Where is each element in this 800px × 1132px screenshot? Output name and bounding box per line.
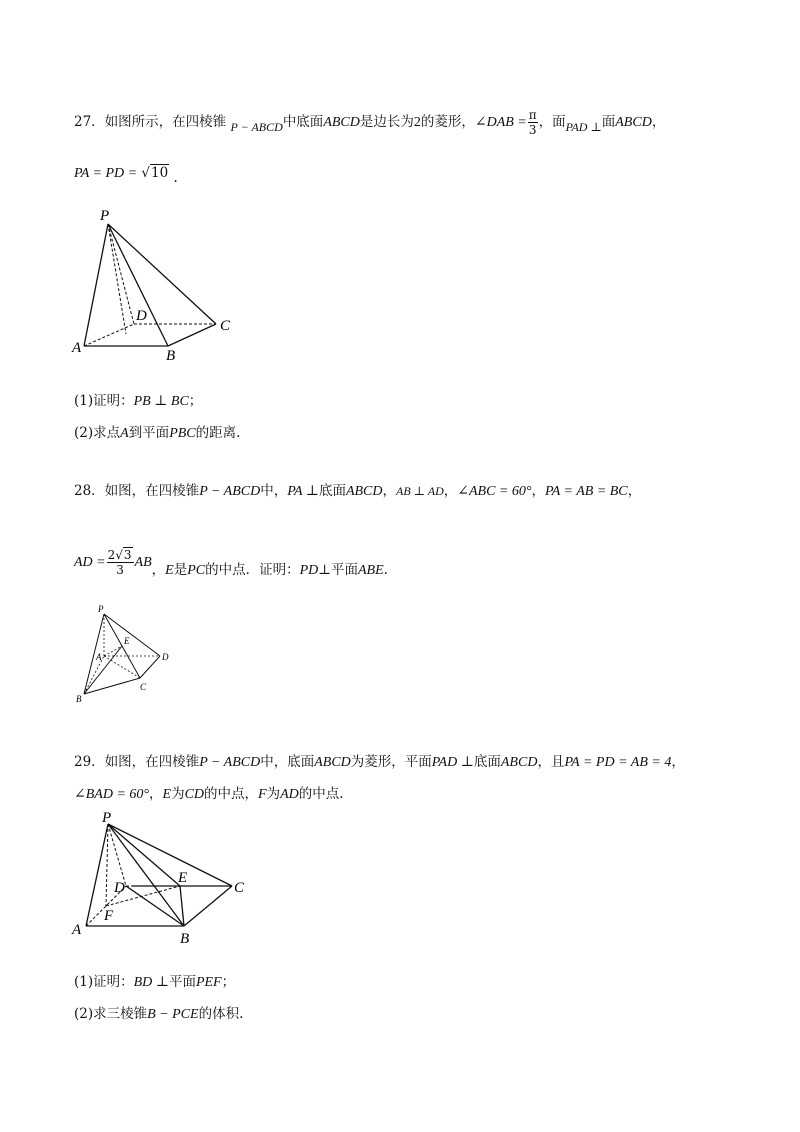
q29-label-c: C xyxy=(234,880,245,896)
q29-edge-be xyxy=(180,886,184,926)
q28-edge-bc xyxy=(84,678,140,694)
q28-number: 28． xyxy=(74,483,105,499)
q28-line1: 28．如图，在四棱锥P − ABCD中，PA ⊥底面ABCD，AB ⊥ AD，∠ABC = 60°，PA = AB = BC， xyxy=(74,483,642,499)
q29-number: 29． xyxy=(74,754,105,770)
q29-edge-bc xyxy=(184,886,232,926)
q29-figure xyxy=(60,808,260,948)
q27-edge-height xyxy=(108,224,126,334)
q28-figure xyxy=(70,600,185,710)
q27-part2: (2)求点A到平面PBC的距离. xyxy=(74,425,241,441)
q29-label-e: E xyxy=(178,870,188,886)
q28-edge-cd xyxy=(140,656,160,678)
q29-edge-pd xyxy=(108,824,126,886)
q29-label-b: B xyxy=(180,931,190,947)
q27-edge-pa xyxy=(84,224,108,346)
q27-edge-pb xyxy=(108,224,168,346)
q27-number: 27． xyxy=(74,114,105,130)
q28-fraction: $\frac{2√3}{3}$ xyxy=(107,548,132,577)
q27-fraction: $\frac{\pi}{3}$ xyxy=(528,108,537,137)
q28-label-c: C xyxy=(140,682,147,692)
q29-line2: ∠BAD = 60°，E为CD的中点，F为AD的中点. xyxy=(74,786,344,802)
q27-edge-ad xyxy=(84,324,134,346)
q27-figure xyxy=(60,200,260,365)
q28-label-b: B xyxy=(76,694,82,704)
q29-label-p: P xyxy=(102,810,112,826)
q29-label-f: F xyxy=(104,908,114,924)
q29-label-a: A xyxy=(72,922,82,938)
q28-label-e: E xyxy=(124,636,130,646)
q27-line2: PA = PD = √10 . xyxy=(74,165,178,186)
q27-math-pyramid: P − ABCD xyxy=(230,120,283,134)
q29-label-d: D xyxy=(114,880,125,896)
q29-edge-bd xyxy=(126,886,184,926)
q27-part1: (1)证明：PB ⊥ BC； xyxy=(74,393,203,409)
q27-label-p: P xyxy=(100,208,110,224)
q29-edge-pf xyxy=(106,824,108,906)
q27-edge-pd xyxy=(108,224,134,324)
q27-edge-pc xyxy=(108,224,216,324)
q28-label-d: D xyxy=(162,652,169,662)
q29-part2: (2)求三棱锥B − PCE的体积. xyxy=(74,1006,244,1022)
q28-label-p: P xyxy=(98,604,104,614)
q29-line1: 29．如图，在四棱锥P − ABCD中，底面ABCD为菱形，平面PAD ⊥底面ABCD，且PA = PD = AB = 4， xyxy=(74,754,685,770)
q27-label-c: C xyxy=(220,318,231,334)
q27-label-a: A xyxy=(72,340,82,356)
q27-line1: 27．如图所示，在四棱锥 P − ABCD中底面ABCD是边长为2的菱形，∠DAB = $\frac{\pi}{3}$ ，面PAD ⊥面ABCD， xyxy=(74,108,666,137)
q28-edge-ae xyxy=(104,646,122,656)
q28-edge-ac xyxy=(104,656,140,678)
q29-edge-pb xyxy=(108,824,184,926)
q27-label-b: B xyxy=(166,348,176,364)
q27-edge-bc xyxy=(168,324,216,346)
q28-edge-pd xyxy=(104,614,160,656)
q28-line2: AD = $\frac{2√3}{3}$ AB，E是PC的中点．证明：PD⊥平面ABE. xyxy=(74,548,388,578)
q29-part1: (1)证明：BD ⊥平面PEF； xyxy=(74,974,236,990)
q27-label-d: D xyxy=(136,308,147,324)
q28-label-a: A xyxy=(96,652,102,662)
